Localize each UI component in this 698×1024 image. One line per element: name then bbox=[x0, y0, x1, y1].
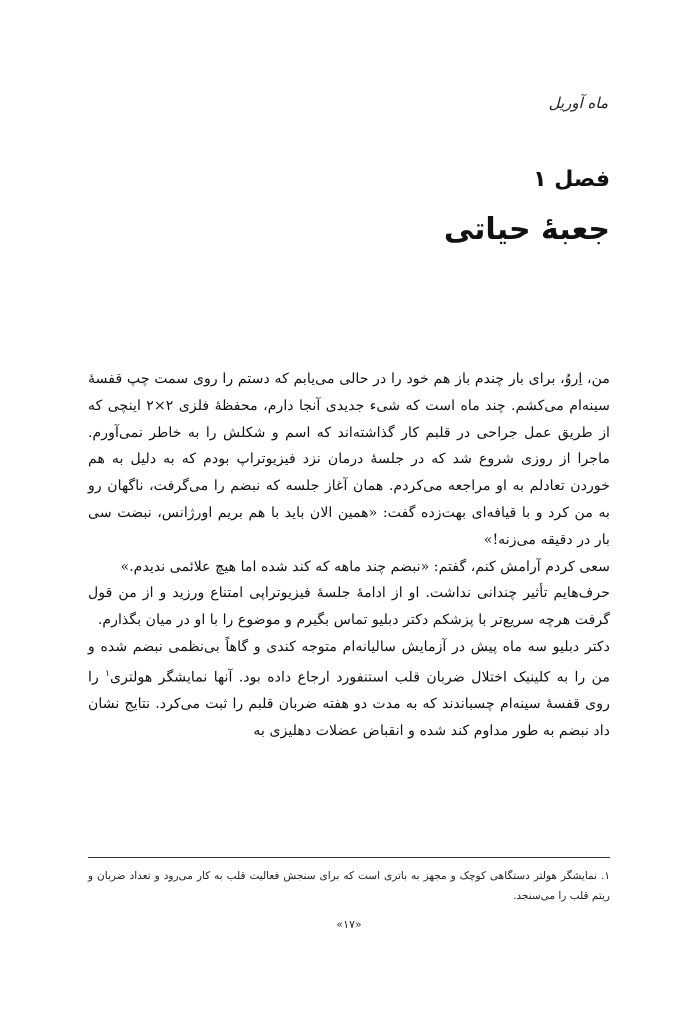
paragraph-4 bbox=[88, 634, 610, 745]
paragraph-3: حرف‌هایم تأثیر چندانی نداشت. او از ادامهٔ جلسهٔ فیزیوتراپی امتناع ورزید و از من قول گرفت هرچه سریع‌تر با پزشکم دکتر دبلیو تماس بگیرم و موضوع را با او در میان بگذارم. bbox=[88, 585, 610, 629]
paragraph-2: سعی کردم آرامش کنم، گفتم: «نبضم چند ماهه که کند شده اما هیچ علائمی ندیدم.» bbox=[120, 558, 610, 575]
body-text bbox=[88, 366, 610, 745]
paragraph-4-part-2: را روی قفسهٔ سینه‌ام چسباندند که به مدت دو هفته ضربان قلبم را ثبت می‌کرد. نتایج نشان داد نبضم به طور مداوم کند شده و انقباض عضلات دهلیزی به bbox=[88, 669, 610, 740]
paragraph-4-part-1: دکتر دبلیو سه ماه پیش در آزمایش سالیانه‌ام متوجه کندی و گاهاً بی‌نظمی نبضم شده و من را به کلینیک اختلال ضربان قلب استنفورد ارجاع داده بود. آنها نمایشگر هولتری bbox=[88, 638, 610, 686]
running-head: ماه آوریل bbox=[548, 94, 608, 112]
paragraph-1: من، اِروُ، برای بار چندم باز هم خود را در حالی می‌یابم که دستم را روی سمت چپ قفسهٔ سینه‌ام می‌کشم. چند ماه است که شیء جدیدی آنجا دارم، محفظهٔ فلزی ۲×۲ اینچی که از طریق عمل جراحی در قلبم کار گذاشته‌اند که اسم و شکلش را به خاطر نمی‌آورم. ماجرا از روزی شروع شد که در جلسهٔ درمان نزد فیزیوتراپ بودم که به دلیل به هم خوردن تعادلم به او مراجعه می‌کردم. همان آغاز جلسه که نبضم را می‌گرفت، ناگهان رو به من کرد و با قیافه‌ای بهت‌زده گفت: «همین الان باید با هم بریم اورژانس، نبضت سی بار در دقیقه می‌زنه!» bbox=[88, 371, 610, 548]
page-number: «۱۷» bbox=[336, 918, 362, 931]
footnote: ۱. نمایشگر هولتر دستگاهی کوچک و مجهز به باتری است که برای سنجش فعالیت قلب به کار می‌رود و تعداد ضربان و ریتم قلب را می‌سنجد. bbox=[88, 870, 610, 902]
footnote-divider bbox=[88, 857, 610, 858]
chapter-label: فصل ۱ bbox=[533, 167, 610, 192]
chapter-title: جعبهٔ حیاتی bbox=[443, 212, 610, 247]
footnote-marker[interactable]: ۱ bbox=[105, 668, 110, 679]
